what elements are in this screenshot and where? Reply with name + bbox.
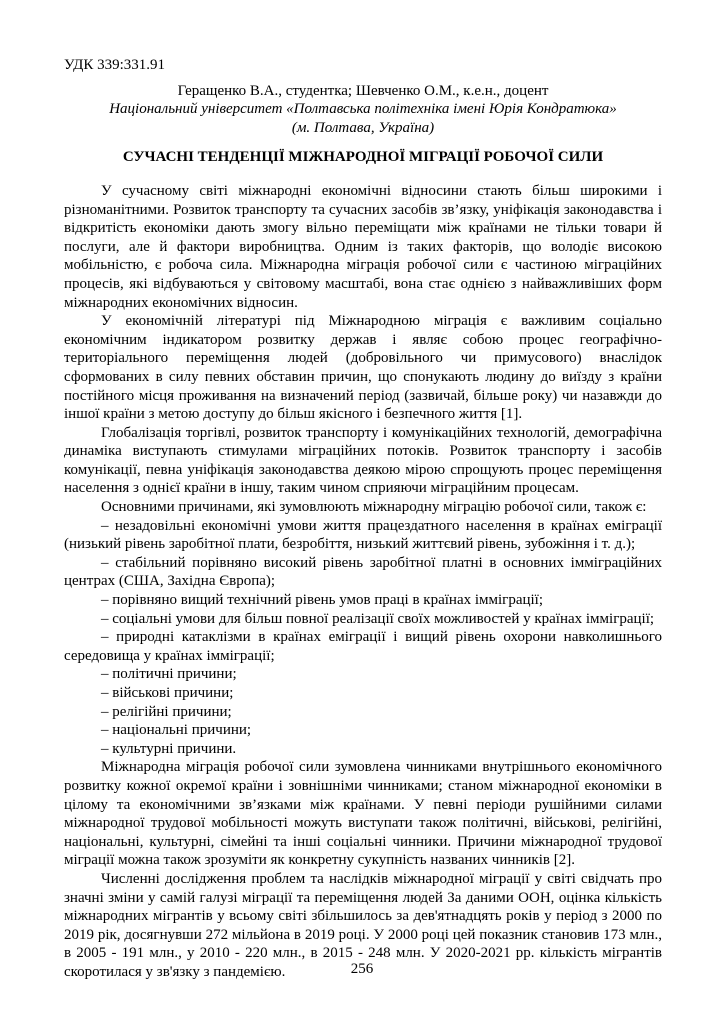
- location-line: (м. Полтава, Україна): [291, 119, 435, 136]
- page-number: 256: [350, 961, 374, 977]
- affiliation-line: Національний університет «Полтавська політехніка імені Юрія Кондратюка»: [109, 101, 617, 118]
- bullet-item: – стабільний порівняно високий рівень заробітної платні в основних імміграційних центрах (США, Західна Європа);: [64, 554, 662, 590]
- authors-line: Геращенко В.А., студентка; Шевченко О.М., к.е.н., доцент: [177, 82, 549, 99]
- udc-code: УДК 339:331.91: [64, 57, 166, 73]
- bullet-item: – незадовільні економічні умови життя працездатного населення в країнах еміграції (низький рівень заробітної плати, безробіття, низький життєвий рівень, зубожіння і т. д.);: [64, 517, 662, 553]
- bullet-item: – національні причини;: [101, 722, 252, 739]
- paragraph: У сучасному світі міжнародні економічні відносини стають більш широкими і різноманітними. Розвиток транспорту та сучасних засобів зв’язку, уніфікація законодавства і відкритість економіки дають змогу вільно переміщати між країнами не тільки товари й послуги, але й фактори виробництва. Одним із таких факторів, що володіє високою мобільністю, є робоча сила. Міжнародна міграція робочої сили є частиною міграційних процесів, які відбуваються у світовому масштабі, вона стає однією з найважливіших форм міжнародних економічних відносин.: [64, 182, 662, 311]
- page-title: СУЧАСНІ ТЕНДЕНЦІЇ МІЖНАРОДНОЇ МІГРАЦІЇ РОБОЧОЇ СИЛИ: [122, 149, 604, 166]
- paragraph: Основними причинами, які зумовлюють міжнародну міграцію робочої сили, також є:: [101, 499, 647, 516]
- paragraph: Численні дослідження проблем та наслідків міжнародної міграції у світі свідчать про значні зміни у самій галузі міграції та переміщення людей За даними ООН, оцінка кількість міжнародних мігрантів у всьому світі збільшилось за дев'ятнадцять років у період з 2000 по 2019 рік, досягнувши 272 мільйона в 2019 році. У 2000 році цей показник становив 173 млн., в 2005 - 191 млн., у 2010 - 220 млн., в 2015 - 248 млн. У 2020-2021 рр. кількість мігрантів скоротилася у зв'язку з пандемією.: [64, 870, 662, 980]
- bullet-item: – природні катаклізми в країнах еміграції і вищий рівень охорони навколишнього середовища у країнах імміграції;: [64, 629, 662, 664]
- bullet-item: – порівняно вищий технічний рівень умов праці в країнах імміграції;: [101, 592, 544, 609]
- paragraph: Глобалізація торгівлі, розвиток транспорту і комунікаційних технологій, демографічна динаміка виступають стимулами міграційних потоків. Розвиток транспорту і засобів комунікації, певна уніфікація законодавства деякою мірою спрощують процес переміщення населення з однієї країни в іншу, таким чином сприяючи міграційним процесам.: [64, 424, 662, 497]
- bullet-item: – військові причини;: [101, 685, 234, 701]
- paragraph: Міжнародна міграція робочої сили зумовлена чинниками внутрішнього економічного розвитку кожної окремої країни і зовнішніми чинниками; станом міжнародної економіки в цілому та економічними зв’язками між країнами. У певні періоди рушійними силами міжнародної трудової мобільності можуть виступати також політичні, військові, релігійні, національні, культурні, сімейні та інші соціальні чинники. Причини міжнародної трудової міграції можна також зрозуміти як конкретну сукупність названих чинників [2].: [64, 759, 662, 869]
- bullet-item: – культурні причини.: [101, 740, 237, 757]
- bullet-item: – релігійні причини;: [101, 703, 232, 720]
- bullet-item: – соціальні умови для більш повної реалізації своїх можливостей у країнах імміграції;: [101, 610, 655, 627]
- paragraph: У економічній літературі під Міжнародною міграція є важливим соціально економічним індикатором розвитку держав і являє собою процес географічно-територіального переміщення людей (добровільного чи примусового) внаслідок сформованих в силу певних обставин причин, що спонукають людину до виїзду з країни постійного місця проживання на визначений період (зазвичай, більше року) чи назавжди до іншої країни з метою доступу до більш якісного і безпечного життя [1].: [64, 313, 662, 423]
- bullet-item: – політичні причини;: [101, 666, 237, 683]
